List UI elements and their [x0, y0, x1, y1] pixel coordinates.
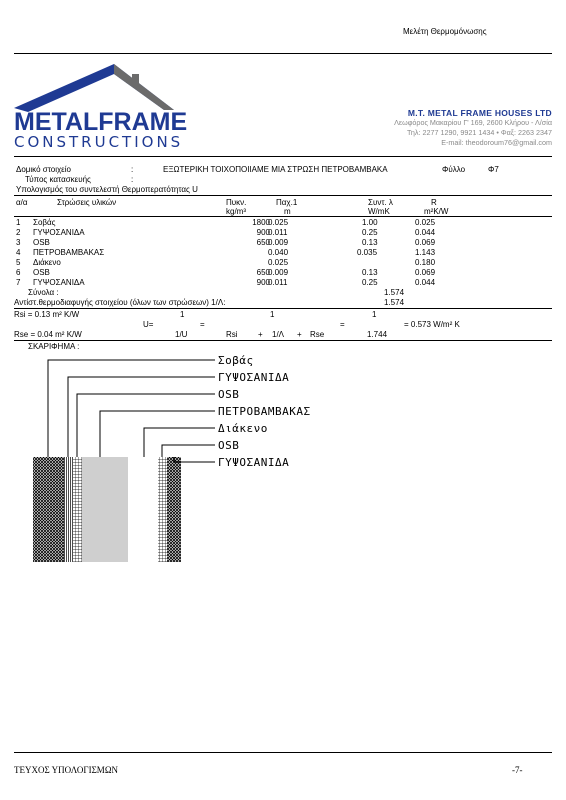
row-lambda: 0.25 — [362, 228, 378, 237]
element-label: Δομικό στοιχείο — [16, 165, 71, 174]
table-row — [0, 268, 566, 278]
row-thickness: 0.009 — [268, 238, 289, 247]
formula-divider — [14, 340, 552, 341]
row-number: 5 — [16, 258, 21, 267]
row-thickness: 0.025 — [268, 218, 289, 227]
row-layer-name: ΠΕΤΡΟΒΑΜΒΑΚΑΣ — [33, 248, 105, 257]
row-lambda: 0.13 — [362, 238, 378, 247]
footer-divider — [14, 752, 552, 753]
sketch-layer-label: OSB — [218, 388, 240, 401]
row-density: 900 — [256, 228, 270, 237]
company-email: E-mail: theodoroum76@gmail.com — [441, 138, 552, 147]
row-thickness: 0.011 — [268, 278, 288, 287]
formula-eq2: = — [340, 320, 345, 329]
table-header-divider — [14, 216, 552, 217]
row-number: 1 — [16, 218, 21, 227]
info-divider — [14, 195, 552, 196]
sheet-value: Φ7 — [488, 165, 499, 174]
logo-wordmark: METALFRAME — [14, 108, 188, 136]
sketch-layer-label: OSB — [218, 439, 240, 452]
formula-one-a: 1 — [180, 310, 185, 319]
formula-one-c: 1 — [372, 310, 377, 319]
formula-rsi: Rsi — [226, 330, 238, 339]
sketch-layer-label: ΓΥΨΟΣΑΝΙΔΑ — [218, 371, 290, 384]
formula-inv-lambda: 1/Λ — [272, 330, 285, 339]
col-lambda-header: Συντ. λ — [368, 198, 393, 207]
row-r: 1.143 — [415, 248, 436, 257]
formula-rse: Rse — [310, 330, 325, 339]
table-row — [0, 228, 566, 238]
row-lambda: 0.25 — [362, 278, 378, 287]
logo-subtitle: CONSTRUCTIONS — [14, 133, 184, 151]
page-number: -7- — [512, 765, 523, 775]
header-divider — [14, 53, 552, 54]
col-lambda-unit: W/mK — [368, 207, 390, 216]
col-density-unit: kg/m³ — [226, 207, 246, 216]
company-address: Λεωφόρος Μακαρίου Γ' 169, 2600 Κλήρου - Λ/σία — [394, 118, 552, 127]
row-lambda: 0.13 — [362, 268, 378, 277]
col-density-header: Πυκν. — [226, 198, 247, 207]
col-aa-header: α/α — [16, 198, 28, 207]
formula-plus2: + — [297, 330, 302, 339]
row-layer-name: OSB — [33, 268, 50, 277]
row-r: 0.069 — [415, 238, 436, 247]
row-number: 6 — [16, 268, 21, 277]
table-row — [0, 258, 566, 268]
table-row — [0, 218, 566, 228]
rse-value: Rse = 0.04 m² K/W — [14, 330, 82, 339]
row-number: 4 — [16, 248, 21, 257]
col-thickness-unit: m — [284, 207, 291, 216]
sketch-layer-label: Σοβάς — [218, 354, 254, 367]
row-lambda: 0.035 — [357, 248, 378, 257]
formula-eq1: = — [200, 320, 205, 329]
row-density: 650 — [256, 268, 270, 277]
sheet-label: Φύλλο — [442, 165, 466, 174]
company-name: M.T. METAL FRAME HOUSES LTD — [407, 108, 552, 118]
formula-u: U= — [143, 320, 154, 329]
layer-plasterboard-2 — [167, 457, 181, 562]
row-layer-name: OSB — [33, 238, 50, 247]
formula-over-u: 1/U — [175, 330, 188, 339]
row-lambda: 1.00 — [362, 218, 378, 227]
formula-sum: 1.744 — [367, 330, 388, 339]
row-thickness: 0.040 — [268, 248, 289, 257]
footer-title: ΤΕΥΧΟΣ ΥΠΟΛΟΓΙΣΜΩΝ — [14, 765, 119, 775]
construction-label: Τύπος κατασκευής — [25, 175, 91, 184]
totals-label: Σύνολα : — [28, 288, 59, 297]
logo-roof-icon — [14, 60, 174, 115]
row-r: 0.025 — [415, 218, 436, 227]
rsi-value: Rsi = 0.13 m² K/W — [14, 310, 80, 319]
row-r: 0.044 — [415, 278, 436, 287]
row-number: 7 — [16, 278, 21, 287]
construction-colon: : — [131, 175, 134, 184]
table-row — [0, 238, 566, 248]
layer-plaster — [33, 457, 64, 562]
row-r: 0.044 — [415, 228, 436, 237]
row-layer-name: Σοβάς — [33, 218, 56, 227]
row-layer-name: ΓΥΨΟΣΑΝΙΔΑ — [33, 278, 85, 287]
row-number: 3 — [16, 238, 21, 247]
col-r-header: R — [431, 198, 437, 207]
formula-one-b: 1 — [270, 310, 275, 319]
document-title: Μελέτη Θερμομόνωσης — [403, 27, 487, 36]
row-density: 1800 — [252, 218, 270, 227]
resistance-label: Αντίστ.θερμοδιαφυγής στοιχείου (όλων των στρώσεων) 1/Λ: — [14, 298, 226, 307]
layer-plasterboard — [64, 457, 73, 562]
table-row — [0, 248, 566, 258]
layer-osb — [73, 457, 82, 562]
row-r: 0.069 — [415, 268, 436, 277]
row-density: 650 — [256, 238, 270, 247]
logo-divider — [14, 156, 552, 157]
row-thickness: 0.025 — [268, 258, 289, 267]
table-row — [0, 278, 566, 288]
element-value: ΕΞΩΤΕΡΙΚΗ ΤΟΙΧΟΠΟΙΙΑΜΕ ΜΙΑ ΣΤΡΩΣΗ ΠΕΤΡΟΒΑΜΒΑΚΑ — [163, 165, 388, 174]
sketch-label: ΣΚΑΡΙΦΗΜΑ : — [28, 342, 80, 351]
col-r-unit: m²K/W — [424, 207, 449, 216]
row-layer-name: Διάκενο — [33, 258, 61, 267]
totals-value: 1.574 — [384, 288, 405, 297]
row-r: 0.180 — [415, 258, 436, 267]
resistance-value: 1.574 — [384, 298, 405, 307]
row-thickness: 0.011 — [268, 228, 288, 237]
element-colon: : — [131, 165, 134, 174]
row-density: 900 — [256, 278, 270, 287]
layer-osb-2 — [158, 457, 167, 562]
company-phones: Τηλ: 2277 1290, 9921 1434 • Φαξ: 2263 2347 — [407, 128, 552, 137]
layer-rockwool — [82, 457, 128, 562]
wall-sketch — [0, 345, 566, 570]
table-bottom-divider — [14, 308, 552, 309]
col-thickness-header: Παχ.1 — [276, 198, 298, 207]
row-layer-name: ΓΥΨΟΣΑΝΙΔΑ — [33, 228, 85, 237]
sketch-layer-label: Διάκενο — [218, 422, 268, 435]
calc-label: Υπολογισμός του συντελεστή Θερμοπερατότητας U — [16, 185, 198, 194]
formula-plus1: + — [258, 330, 263, 339]
sketch-layer-label: ΓΥΨΟΣΑΝΙΔΑ — [218, 456, 290, 469]
col-layers-header: Στρώσεις υλικών — [57, 198, 117, 207]
u-value: = 0.573 W/m² K — [404, 320, 460, 329]
row-thickness: 0.009 — [268, 268, 289, 277]
row-number: 2 — [16, 228, 21, 237]
sketch-layer-label: ΠΕΤΡΟΒΑΜΒΑΚΑΣ — [218, 405, 311, 418]
